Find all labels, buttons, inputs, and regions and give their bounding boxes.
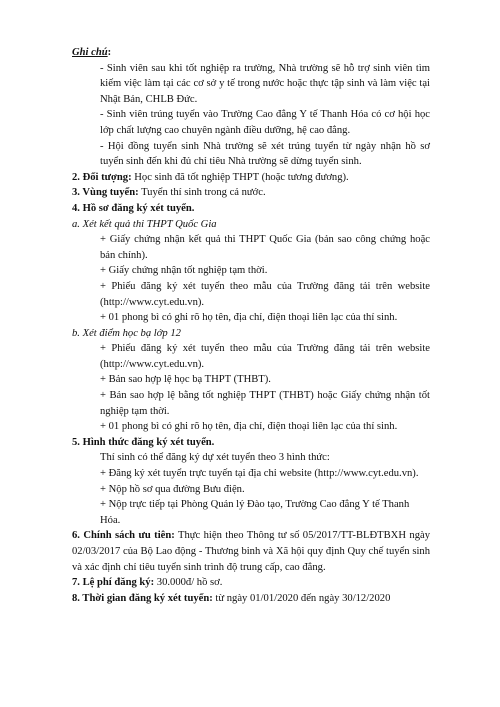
- subsection-title: b. Xét điểm học bạ lớp 12: [72, 327, 181, 339]
- section-text: Học sinh đã tốt nghiệp THPT (hoặc tương đương).: [131, 171, 349, 183]
- note-item: - Sinh viên trúng tuyển vào Trường Cao đẳng Y tế Thanh Hóa có cơ hội học lớp chất lượng cao chuyên ngành điều dưỡng, hệ cao đẳng.: [100, 109, 430, 136]
- section-heading: 4. Hồ sơ đăng ký xét tuyển.: [72, 202, 195, 214]
- section-ho-so: [72, 201, 430, 217]
- list-item: + Giấy chứng nhận tốt nghiệp tạm thời.: [100, 265, 268, 277]
- document-body: [72, 45, 430, 606]
- note-colon: :: [107, 47, 112, 58]
- list-item: + Bản sao hợp lệ học bạ THPT (THBT).: [100, 374, 271, 386]
- section-text: từ ngày 01/01/2020 đến ngày 30/12/2020: [212, 592, 391, 604]
- list-item: + Nộp trực tiếp tại Phòng Quản lý Đào tạo, Trường Cao đẳng Y tế Thanh Hóa.: [100, 499, 410, 526]
- subsection-title: a. Xét kết quả thi THPT Quốc Gia: [72, 218, 217, 230]
- note-heading: [72, 45, 430, 61]
- list-item: + 01 phong bì có ghi rõ họ tên, địa chỉ, điện thoại liên lạc của thí sinh.: [100, 421, 398, 433]
- section-vung-tuyen: [72, 185, 430, 201]
- section-heading: 7. Lệ phí đăng ký:: [72, 577, 155, 589]
- section-heading: 8. Thời gian đăng ký xét tuyển:: [72, 592, 213, 604]
- section-text: Thực hiện theo Thông tư số 05/2017/TT-BLĐTBXH ngày 02/03/2017 của Bộ Lao động - Thương binh và Xã hội quy định Quy chế tuyển sinh và xác định chỉ tiêu tuyển sinh trình độ trung cấp, cao đẳng.: [72, 530, 430, 573]
- note-item: - Sinh viên sau khi tốt nghiệp ra trường, Nhà trường sẽ hỗ trợ sinh viên tìm kiếm việc làm tại các cơ sở y tế trong nước hoặc thực tập sinh và làm việc tại Nhật Bản, CHLB Đức.: [100, 62, 430, 105]
- list-item: + Nộp hồ sơ qua đường Bưu điện.: [100, 483, 245, 495]
- section-heading: 6. Chính sách ưu tiên:: [72, 530, 175, 542]
- section-doi-tuong: [72, 170, 430, 186]
- list-item: + Đăng ký xét tuyển trực tuyến tại địa chỉ website (http://www.cyt.edu.vn).: [100, 468, 419, 480]
- list-item: + Phiếu đăng ký xét tuyển theo mẫu của Trường đăng tải trên website (http://www.cyt.edu.vn).: [100, 343, 430, 370]
- section-hinh-thuc: [72, 435, 430, 451]
- section-heading: 5. Hình thức đăng ký xét tuyển.: [72, 436, 215, 448]
- section-thoi-gian: [72, 591, 430, 607]
- list-item: + 01 phong bì có ghi rõ họ tên, địa chỉ, điện thoại liên lạc của thí sinh.: [100, 312, 398, 324]
- section-le-phi: [72, 575, 430, 591]
- section-text: Tuyển thí sinh trong cả nước.: [138, 187, 266, 199]
- section-intro: Thí sinh có thể đăng ký dự xét tuyển theo 3 hình thức:: [100, 452, 330, 464]
- note-title: Ghi chú: [72, 47, 108, 58]
- list-item: + Bản sao hợp lệ bằng tốt nghiệp THPT (THBT) hoặc Giấy chứng nhận tốt nghiệp tạm thời.: [100, 390, 430, 417]
- note-item: - Hội đồng tuyển sinh Nhà trường sẽ xét trúng tuyển từ ngày nhận hồ sơ tuyển sinh đến khi đủ chỉ tiêu Nhà trường sẽ dừng tuyển sinh.: [100, 140, 430, 168]
- section-uu-tien: [72, 528, 430, 575]
- section-heading: 2. Đối tượng:: [72, 171, 132, 183]
- list-item: + Phiếu đăng ký xét tuyển theo mẫu của Trường đăng tải trên website (http://www.cyt.edu.vn).: [100, 280, 430, 308]
- section-text: 30.000đ/ hồ sơ.: [154, 577, 223, 589]
- section-heading: 3. Vùng tuyển:: [72, 187, 139, 199]
- list-item: + Giấy chứng nhận kết quả thi THPT Quốc Gia (bản sao công chứng hoặc bản chính).: [100, 234, 430, 261]
